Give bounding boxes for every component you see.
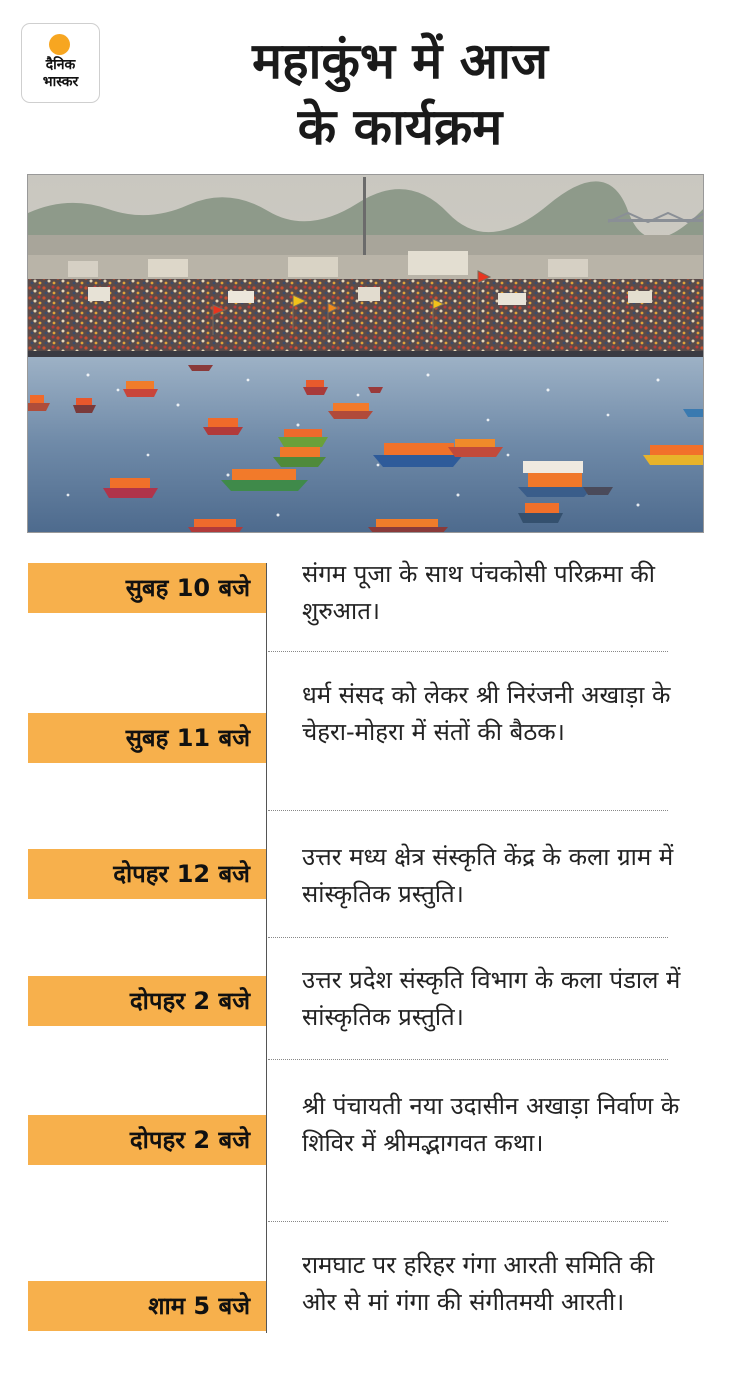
page-title	[140, 28, 660, 160]
kumbh-sangam-photo	[27, 174, 704, 533]
event-description: धर्म संसद को लेकर श्री निरंजनी अखाड़ा के चेहरा-मोहरा में संतों की बैठक।	[302, 681, 671, 746]
event-description: श्री पंचायती नया उदासीन अखाड़ा निर्वाण के शिविर में श्रीमद्भागवत कथा।	[302, 1092, 680, 1157]
time-badge: दोपहर 2 बजे	[28, 976, 266, 1026]
sangam-boats-illustration	[28, 175, 704, 533]
time-badge: दोपहर 2 बजे	[28, 1115, 266, 1165]
logo-text-line2: भास्कर	[42, 74, 79, 90]
event-description: उत्तर मध्य क्षेत्र संस्कृति केंद्र के कला ग्राम में सांस्कृतिक प्रस्तुति।	[302, 843, 674, 908]
time-badge: शाम 5 बजे	[28, 1281, 266, 1331]
event-description: रामघाट पर हरिहर गंगा आरती समिति की ओर से मां गंगा की संगीतमयी आरती।	[302, 1251, 655, 1316]
time-badge: सुबह 10 बजे	[28, 563, 266, 613]
title-line-2: के कार्यक्रम	[297, 98, 503, 156]
timeline-line	[266, 563, 267, 1333]
divider	[268, 1059, 668, 1060]
event-description: संगम पूजा के साथ पंचकोसी परिक्रमा की शुरुआत।	[302, 560, 655, 625]
time-badge: दोपहर 12 बजे	[28, 849, 266, 899]
divider	[268, 651, 668, 652]
divider	[268, 1221, 668, 1222]
divider	[268, 810, 668, 811]
sun-icon	[49, 34, 70, 55]
logo-text-line1: दैनिक	[45, 57, 76, 73]
divider	[268, 937, 668, 938]
title-line-1: महाकुंभ में आज	[252, 32, 548, 90]
dainik-bhaskar-logo	[21, 23, 100, 103]
time-badge: सुबह 11 बजे	[28, 713, 266, 763]
event-description: उत्तर प्रदेश संस्कृति विभाग के कला पंडाल में सांस्कृतिक प्रस्तुति।	[302, 966, 681, 1031]
